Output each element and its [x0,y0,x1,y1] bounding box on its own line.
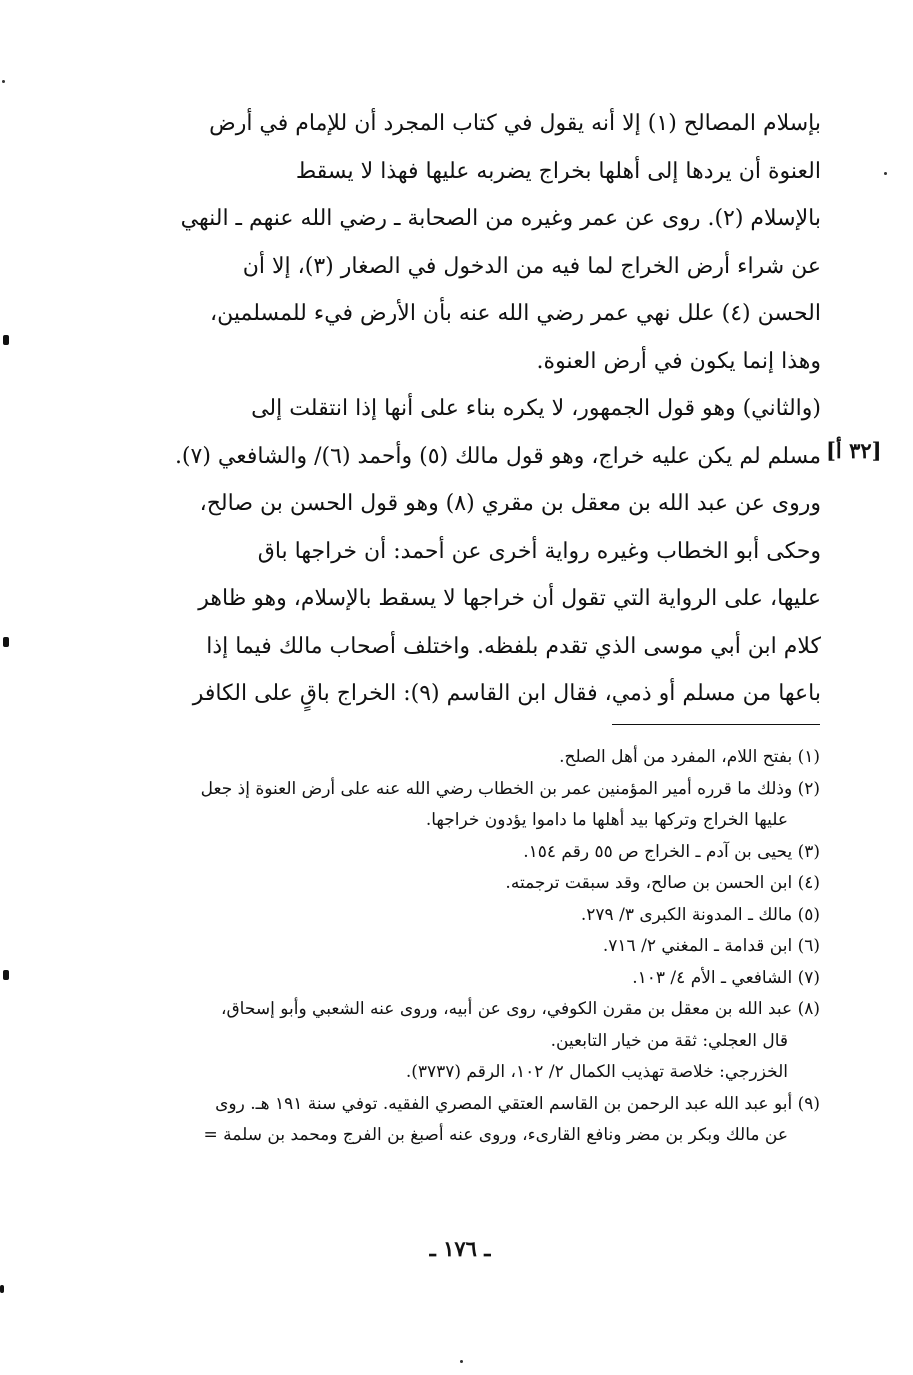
text-line: وحكى أبو الخطاب وغيره رواية أخرى عن أحمد: أن خراجها باق [257,538,821,564]
scan-edge-mark [3,637,9,647]
footnote: (٢) وذلك ما قرره أمير المؤمنين عمر بن الخطاب رضي الله عنه على أرض العنوة إذ جعل [200,778,820,799]
scan-edge-mark [0,1285,4,1293]
text-line: (والثاني) وهو قول الجمهور، لا يكره بناء على أنها إذا انتقلت إلى [251,396,821,421]
text-line: العنوة أن يردها إلى أهلها بخراج يضربه عليها فهذا لا يسقط [295,158,821,184]
footnote-continuation: الخزرجي: خلاصة تهذيب الكمال ٢/ ١٠٢، الرقم (٣٧٣٧). [405,1062,788,1082]
footnote: (٥) مالك ـ المدونة الكبرى ٣/ ٢٧٩. [580,904,820,925]
footnote-continuation: عليها الخراج وتركها بيد أهلها ما داموا يؤدون خراجها. [425,810,788,830]
text-line: عليها، على الرواية التي تقول أن خراجها لا يسقط بالإسلام، وهو ظاهر [198,586,821,611]
footnote: (٦) ابن قدامة ـ المغني ٢/ ٧١٦. [602,936,820,956]
scan-edge-mark [3,970,9,980]
footnote: (٤) ابن الحسن بن صالح، وقد سبقت ترجمته. [505,873,820,893]
text-line: الحسن (٤) علل نهي عمر رضي الله عنه بأن الأرض فيء للمسلمين، [210,301,821,326]
paragraph-1 [125,100,821,385]
scan-speck [2,80,5,83]
scan-speck [460,1360,463,1363]
footnote-separator [612,724,820,725]
text-line: بإسلام المصالح (١) إلا أنه يقول في كتاب المجرد أن للإمام في أرض [209,111,821,136]
text-line: وروى عن عبد الله بن معقل بن مقري (٨) وهو قول الحسن بن صالح، [199,491,821,516]
text-line: وهذا إنما يكون في أرض العنوة. [536,348,821,374]
text-line: مسلم لم يكن عليه خراج، وهو قول مالك (٥) وأحمد (٦)/ والشافعي (٧). [174,443,821,469]
manuscript-folio-marker: [٣٢ أ] [826,438,882,463]
scan-speck [884,172,887,175]
text-line: عن شراء أرض الخراج لما فيه من الدخول في الصغار (٣)، إلا أن [242,253,821,279]
text-line: كلام ابن أبي موسى الذي تقدم بلفظه. واختلف أصحاب مالك فيما إذا [206,633,821,659]
text-line: باعها من مسلم أو ذمي، فقال ابن القاسم (٩): الخراج باقٍ على الكافر [192,681,821,706]
footnotes [120,742,820,1152]
paragraph-2 [125,385,821,718]
footnote: (٩) أبو عبد الله عبد الرحمن بن القاسم العتقي المصري الفقيه. توفي سنة ١٩١ هـ. روى [215,1093,820,1114]
page-number: ـ ١٧٦ ـ [429,1236,491,1261]
text-line: بالإسلام (٢). روى عن عمر وغيره من الصحابة ـ رضي الله عنهم ـ النهي [180,206,821,231]
footnote-continuation: عن مالك وبكر بن مضر ونافع القارىء، وروى عنه أصبغ بن الفرج ومحمد بن سلمة = [203,1125,788,1145]
footnote: (٣) يحيى بن آدم ـ الخراج ص ٥٥ رقم ١٥٤. [523,841,820,862]
footnote: (٨) عبد الله بن معقل بن مقرن الكوفي، روى عن أبيه، وروى عنه الشعبي وأبو إسحاق، [221,999,820,1019]
footnote: (٧) الشافعي ـ الأم ٤/ ١٠٣. [632,967,820,988]
footnote: (١) بفتح اللام، المفرد من أهل الصلح. [559,747,820,767]
scan-edge-mark [3,335,9,345]
footnote-continuation: قال العجلي: ثقة من خيار التابعين. [550,1030,788,1051]
